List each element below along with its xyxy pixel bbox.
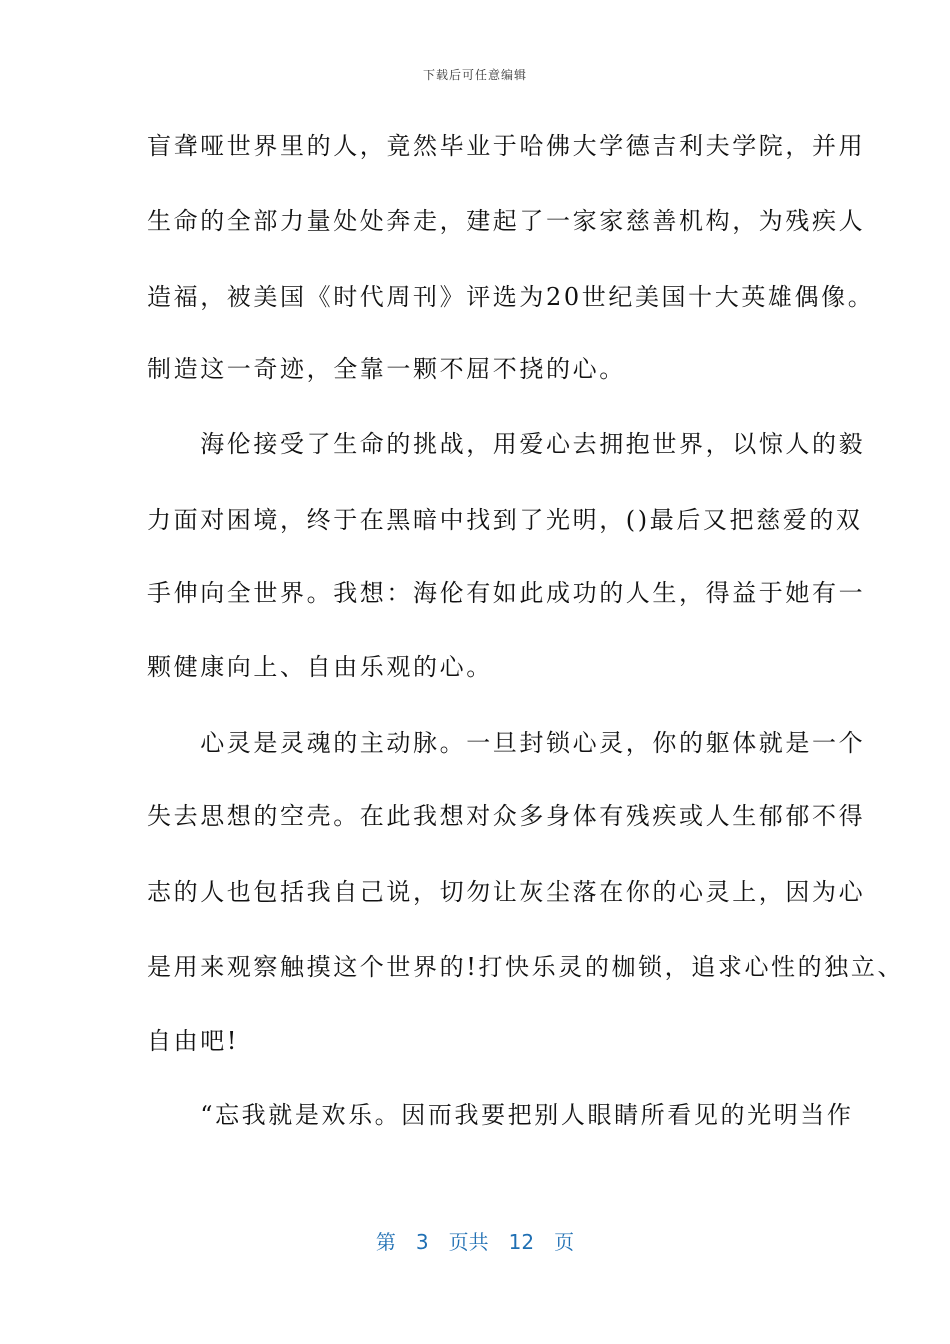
text-line: 海伦接受了生命的挑战，用爱心去拥抱世界，以惊人的毅 <box>147 430 866 458</box>
text-line: 自由吧! <box>147 1027 240 1055</box>
text-line: 力面对困境，终于在黑暗中找到了光明，()最后又把慈爱的双 <box>147 506 863 534</box>
text-line: 造福，被美国《时代周刊》评选为20世纪美国十大英雄偶像。 <box>147 283 875 311</box>
text-line: 心灵是灵魂的主动脉。一旦封锁心灵，你的躯体就是一个 <box>147 729 866 757</box>
text-line: 生命的全部力量处处奔走，建起了一家家慈善机构，为残疾人 <box>147 207 866 235</box>
text-line: 是用来观察触摸这个世界的!打快乐灵的枷锁，追求心性的独立、 <box>147 953 905 981</box>
page-number: 第 3 页共 12 页 <box>375 1230 575 1254</box>
text-line: 盲聋哑世界里的人，竟然毕业于哈佛大学德吉利夫学院，并用 <box>147 132 866 160</box>
text-line: 颗健康向上、自由乐观的心。 <box>147 653 493 681</box>
text-line: “忘我就是欢乐。因而我要把别人眼睛所看见的光明当作 <box>147 1101 854 1129</box>
download-note: 下载后可任意编辑 <box>422 68 527 82</box>
text-line: 志的人也包括我自己说，切勿让灰尘落在你的心灵上，因为心 <box>147 878 866 906</box>
text-line: 手伸向全世界。我想：海伦有如此成功的人生，得益于她有一 <box>147 579 866 607</box>
text-line: 失去思想的空壳。在此我想对众多身体有残疾或人生郁郁不得 <box>147 802 866 830</box>
text-line: 制造这一奇迹，全靠一颗不屈不挠的心。 <box>147 355 626 383</box>
